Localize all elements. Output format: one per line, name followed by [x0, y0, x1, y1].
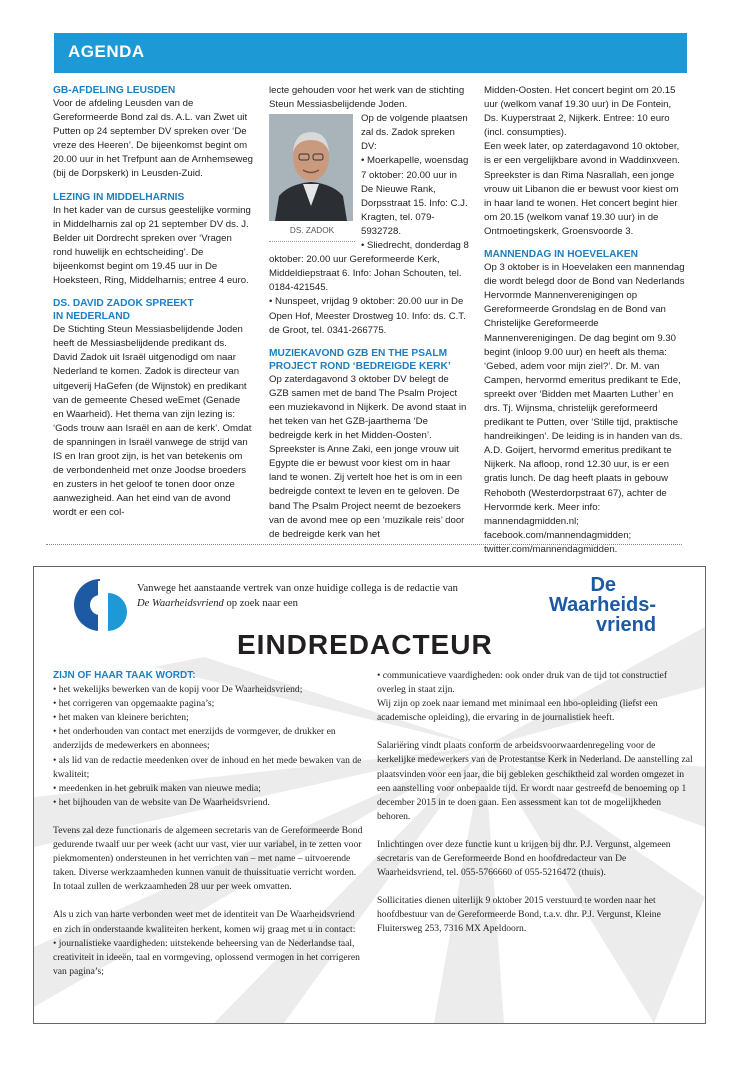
brand-line-2: Waarheids-	[549, 594, 657, 616]
ad-intro	[137, 581, 458, 611]
brand-line-3: vriend	[596, 614, 657, 636]
task-item: • het bijhouden van de website van De Waarheidsvriend.	[53, 796, 270, 808]
intro-line-2: op zoek naar een	[223, 598, 298, 609]
heading-leusden: GB-AFDELING LEUSDEN	[53, 85, 176, 96]
heading-muziekavond: MUZIEKAVOND GZB EN THE PSALM PROJECT ROND ‘BEDREIGDE KERK’	[269, 347, 451, 372]
article-mannendag: Op 3 oktober is in Hoevelaken een mannendag die wordt belegd door de Bond van Nederlands Hervormde Mannenverenigingen op Gereformeerde Grondslag en de Bond van Christelijke Gereformeerde Mannenverenigingen. De dag begint om 9.30 begint (inloop 9.00 uur) en heeft als thema: ‘Gebed, adem voor mijn ziel?’. Dr. M. van Campen, hervormd emeritus predikant te Ede, spreekt over ‘Bidden met Maarten Luther’ en drs. Tj. Wijnsma, christelijk gereformeerd predikant te Putten, over ‘Stille tijd, praktische handreikingen’. De leiding is in handen van ds. A.D. Goijert, hervormd emeritus predikant te Nijkerk. Na afloop, rond 12.30 uur, is er een gratis lunch. De dag heeft plaats in gebouw Rehoboth (Westerdorpstraat 67), achter de Hervormde kerk. Meer info: mannendagmidden.nl; facebook.com/mannendagmidden; twitter.com/mannendagmidden.	[484, 262, 685, 555]
identity-paragraph: Als u zich van harte verbonden weet met de identiteit van De Waarheidsvriend en zich in onderstaande kwaliteiten herkent, komen wij graag met u in contact:	[53, 909, 356, 935]
heading-zadok: DS. DAVID ZADOK SPREEKT IN NEDERLAND	[53, 298, 194, 323]
zadok-photo	[269, 114, 355, 240]
heading-middelharnis: LEZING IN MIDDELHARNIS	[53, 191, 185, 203]
places-intro: Op de volgende plaatsen zal ds. Zadok spreken DV:	[361, 113, 468, 153]
photo-caption: DS. ZADOK	[269, 224, 355, 242]
place-sliedrecht: • Sliedrecht, donderdag 8 oktober: 20.00 uur Gereformeerde Kerk, Middeldiepstraat 6. Info: Johan Schouten, tel. 0184-421545.	[269, 240, 469, 294]
education-paragraph: Wij zijn op zoek naar iemand met minimaal een hbo-opleiding (liefst een academische opleiding), die ervaring in de journalistiek heeft.	[377, 698, 658, 724]
application-paragraph: Sollicitaties dienen uiterlijk 9 oktober 2015 verstuurd te worden naar het hoofdbestuur van de Gereformeerde Bond, t.a.v. dhr. P.J. Vergunst, Kleine Fluitersweg 253, 7316 MX Apeldoorn.	[377, 895, 661, 935]
tasks-heading: ZIJN OF HAAR TAAK WORDT:	[53, 670, 196, 681]
vacancy-title: EINDREDACTEUR	[237, 629, 493, 660]
article-muziek-continued: Midden-Oosten. Het concert begint om 20.15 uur (welkom vanaf 19.30 uur) in De Fontein, Ds. Kuyperstraat 2, Nijkerk. Entree: 10 euro (incl. consumpties).	[484, 85, 676, 139]
article-muziekavond: Op zaterdagavond 3 oktober DV belegt de GZB samen met de band The Psalm Project een muziekavond in Nijkerk. De avond staat in het teken van het GZB-jaarthema ‘De bedreigde kerk in het Midden-Oosten’. Spreekster is Anne Zaki, een jonge vrouw uit Egypte die er bewust voor kiest om in haar land te wonen. Zij vertelt hoe het is om in een bedreigde context te leven en te geloven. De band The Psalm Project neemt de bezoekers van de avond mee op een ‘muzikale reis’ door de bedreigde kerk van het	[269, 373, 467, 540]
brand-line-1: De	[590, 574, 617, 596]
portrait-image	[269, 114, 353, 221]
heading-mannendag: MANNENDAG IN HOEVELAKEN	[484, 249, 638, 261]
ad-column-right	[377, 669, 695, 937]
task-item: • het onderhouden van contact met enerzijds de vormgever, de drukker en anderzijds de medewerkers en abonnees;	[53, 726, 336, 752]
column-1	[53, 84, 253, 520]
article-waddinxveen: Een week later, op zaterdagavond 10 oktober, is er een vergelijkbare avond in Waddinxveen. Spreekster is dan Rima Nasrallah, een jonge vrouw uit Libanon die er bewust voor kiest om in haar land te wonen. Het concert begint hier om 20.15 (welkom vanaf 19.30 uur) in de Ontmoetingskerk, Groensvoorde 3.	[484, 141, 680, 237]
task-item: • het wekelijks bewerken van de kopij voor De Waarheidsvriend;	[53, 684, 303, 696]
intro-line-1: Vanwege het aanstaande vertrek van onze huidige collega is de redactie van	[137, 583, 458, 594]
task-item: • het corrigeren van opgemaakte pagina’s;	[53, 698, 215, 710]
skill-communicative: • communicatieve vaardigheden: ook onder druk van de tijd tot constructief overleg in staat zijn.	[377, 670, 668, 696]
vacancy-advertisement	[33, 566, 706, 1024]
ad-column-left	[53, 669, 365, 979]
secretary-paragraph: Tevens zal deze functionaris de algemeen secretaris van de Gereformeerde Bond gedurende twaalf uur per week (acht uur vast, vier uur variabel, in te zetten voor piekmomenten) ondersteunen in het verrichten van – met name – uitvoerende taken. Diverse werkzaamheden kunnen vanuit de thuissituatie verricht worden. In totaal zullen de werkzaamheden 28 uur per week omvatten.	[53, 824, 363, 893]
task-item: • als lid van de redactie meedenken over de inhoud en het mede bewaken van de kwaliteit;	[53, 754, 362, 780]
waarheidsvriend-logo	[549, 575, 656, 635]
dotted-divider	[46, 544, 682, 545]
info-paragraph: Inlichtingen over deze functie kunt u krijgen bij dhr. P.J. Vergunst, algemeen secretaris van de Gereformeerde Bond en hoofdredacteur van De Waarheidsvriend, tel. 055-5766660 of 055-5216472 (thuis).	[377, 838, 671, 879]
task-item: • meedenken in het gebruik maken van nieuwe media;	[53, 782, 261, 794]
article-leusden: Voor de afdeling Leusden van de Gereformeerde Bond zal ds. A.L. van Zwet uit Putten op 24 september DV spreken over ‘De vreze des Heeren’. De bijeenkomst begint om 20.00 uur in het Trefpunt aan de Arnhemseweg (bij de Dorpskerk) in Leusden-Zuid.	[53, 98, 254, 180]
column-3	[484, 84, 687, 557]
skill-journalistic: • journalistieke vaardigheden: uitstekende beheersing van de Nederlandse taal, creativiteit in ideeën, taal en vormgeving, oplossend vermogen in het corrigeren van pagina’s;	[53, 937, 360, 977]
place-moerkapelle: • Moerkapelle, woensdag 7 oktober: 20.00 uur in De Nieuwe Rank, Dorpsstraat 15. Info: C.J. Kragten, tel. 079-5932728.	[361, 155, 469, 237]
task-item: • het maken van kleinere berichten;	[53, 712, 189, 724]
article-zadok-continued: lecte gehouden voor het werk van de stichting Steun Messiasbelijdende Joden.	[269, 85, 465, 111]
agenda-banner	[54, 33, 687, 73]
section-title: AGENDA	[68, 42, 145, 61]
salary-paragraph: Salariëring vindt plaats conform de arbeidsvoorwaardenregeling voor de kerkelijke medewerkers van de Protestantse Kerk in Nederland. De aanstelling zal plaatsvinden voor een jaar, die bij gebleken geschiktheid zal worden omgezet in een aanstelling voor onbepaalde tijd. Er wordt naar gestreefd de benoeming op 1 december 2015 in te doen gaan. Een assessment kan tot de mogelijkheden behoren.	[377, 740, 693, 822]
article-zadok: De Stichting Steun Messiasbelijdende Joden heeft de Messiasbelijdende predikant ds. David Zadok uit Israël uitgenodigd om naar Nederland te komen. Zadok is directeur van uitgeverij HaGefen (de Wijnstok) en predikant van de gemeente Chesed weEmet (Genade en Waarheid). Het thema van zijn lezing is: ‘Gods trouw aan Israël en aan de kerk’. Omdat de spanningen in Israël vanwege de strijd van IS en Iran groot zijn, is het van betekenis om de verbondenheid met onze Joodse broeders en zusters in het geloof te tonen door onze aanwezigheid. Aan het eind van de avond wordt er een col-	[53, 324, 252, 519]
gb-logo-icon	[68, 575, 130, 637]
article-middelharnis: In het kader van de cursus geestelijke vorming in Middelharnis zal op 21 september DV ds. J. Belder uit Dordrecht spreken over ‘Vragen rond huwelijk en echtscheiding’. De bijeenkomst begint om 19.45 uur in De Hoeksteen, Ring, Middelharnis; entree 4 euro.	[53, 204, 251, 287]
place-nunspeet: • Nunspeet, vrijdag 9 oktober: 20.00 uur in De Open Hof, Meester Drostweg 10. Info: ds. C.T. de Groot, tel. 0341-266775.	[269, 296, 466, 336]
column-2	[269, 84, 469, 542]
intro-publication: De Waarheidsvriend	[137, 598, 224, 609]
